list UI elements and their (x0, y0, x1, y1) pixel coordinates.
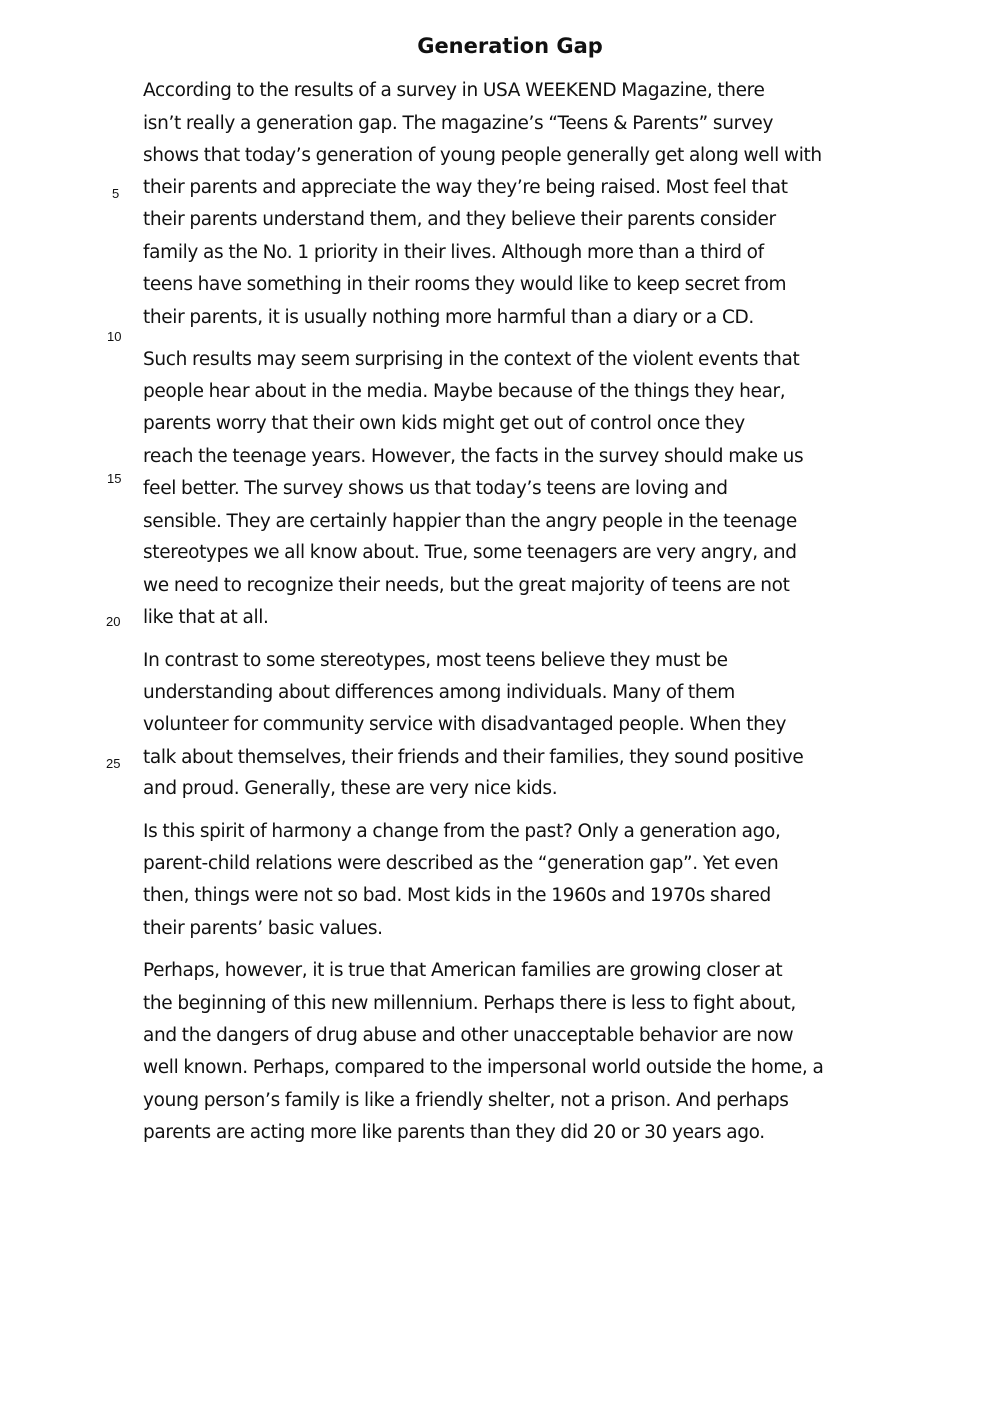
text-line: and the dangers of drug abuse and other unacceptable behavior are now (143, 1025, 794, 1046)
text-line: then, things were not so bad. Most kids in the 1960s and 1970s shared (143, 885, 771, 906)
text-line: young person’s family is like a friendly shelter, not a prison. And perhaps (143, 1090, 789, 1111)
text-line: their parents understand them, and they believe their parents consider (143, 209, 776, 230)
line-number-25: 25 (106, 756, 121, 771)
text-line: In contrast to some stereotypes, most teens believe they must be (143, 650, 728, 671)
line-number-15: 15 (107, 471, 122, 486)
text-line: parent-child relations were described as the “generation gap”. Yet even (143, 853, 779, 874)
text-line: reach the teenage years. However, the facts in the survey should make us (143, 446, 804, 467)
text-line: sensible. They are certainly happier than the angry people in the teenage (143, 511, 797, 532)
text-line: their parents, it is usually nothing more harmful than a diary or a CD. (143, 307, 754, 328)
text-line: their parents’ basic values. (143, 918, 383, 939)
text-line: well known. Perhaps, compared to the impersonal world outside the home, a (143, 1057, 824, 1078)
text-line: stereotypes we all know about. True, some teenagers are very angry, and (143, 542, 797, 563)
text-line: the beginning of this new millennium. Perhaps there is less to fight about, (143, 993, 796, 1014)
text-line: parents worry that their own kids might get out of control once they (143, 413, 745, 434)
text-line: teens have something in their rooms they would like to keep secret from (143, 274, 787, 295)
text-line: talk about themselves, their friends and their families, they sound positive (143, 747, 804, 768)
text-line: and proud. Generally, these are very nice kids. (143, 778, 558, 799)
text-line: Such results may seem surprising in the context of the violent events that (143, 349, 800, 370)
line-number-5: 5 (112, 186, 120, 201)
text-line: we need to recognize their needs, but the great majority of teens are not (143, 575, 790, 596)
text-line: isn’t really a generation gap. The magazine’s “Teens & Parents” survey (143, 113, 774, 134)
line-number-20: 20 (106, 614, 121, 629)
text-line: people hear about in the media. Maybe because of the things they hear, (143, 381, 786, 402)
text-line: feel better. The survey shows us that today’s teens are loving and (143, 478, 728, 499)
text-line: family as the No. 1 priority in their lives. Although more than a third of (143, 242, 764, 263)
text-line: parents are acting more like parents than they did 20 or 30 years ago. (143, 1122, 765, 1143)
text-line: volunteer for community service with disadvantaged people. When they (143, 714, 787, 735)
text-line: Is this spirit of harmony a change from the past? Only a generation ago, (143, 821, 781, 842)
text-line: According to the results of a survey in USA WEEKEND Magazine, there (143, 80, 765, 101)
text-line: like that at all. (143, 607, 269, 628)
text-line: their parents and appreciate the way they’re being raised. Most feel that (143, 177, 788, 198)
text-line: shows that today’s generation of young people generally get along well with (143, 145, 822, 166)
text-line: understanding about differences among individuals. Many of them (143, 682, 735, 703)
text-line: Perhaps, however, it is true that American families are growing closer at (143, 960, 783, 981)
line-number-10: 10 (107, 329, 122, 344)
page-title: Generation Gap (417, 34, 603, 58)
